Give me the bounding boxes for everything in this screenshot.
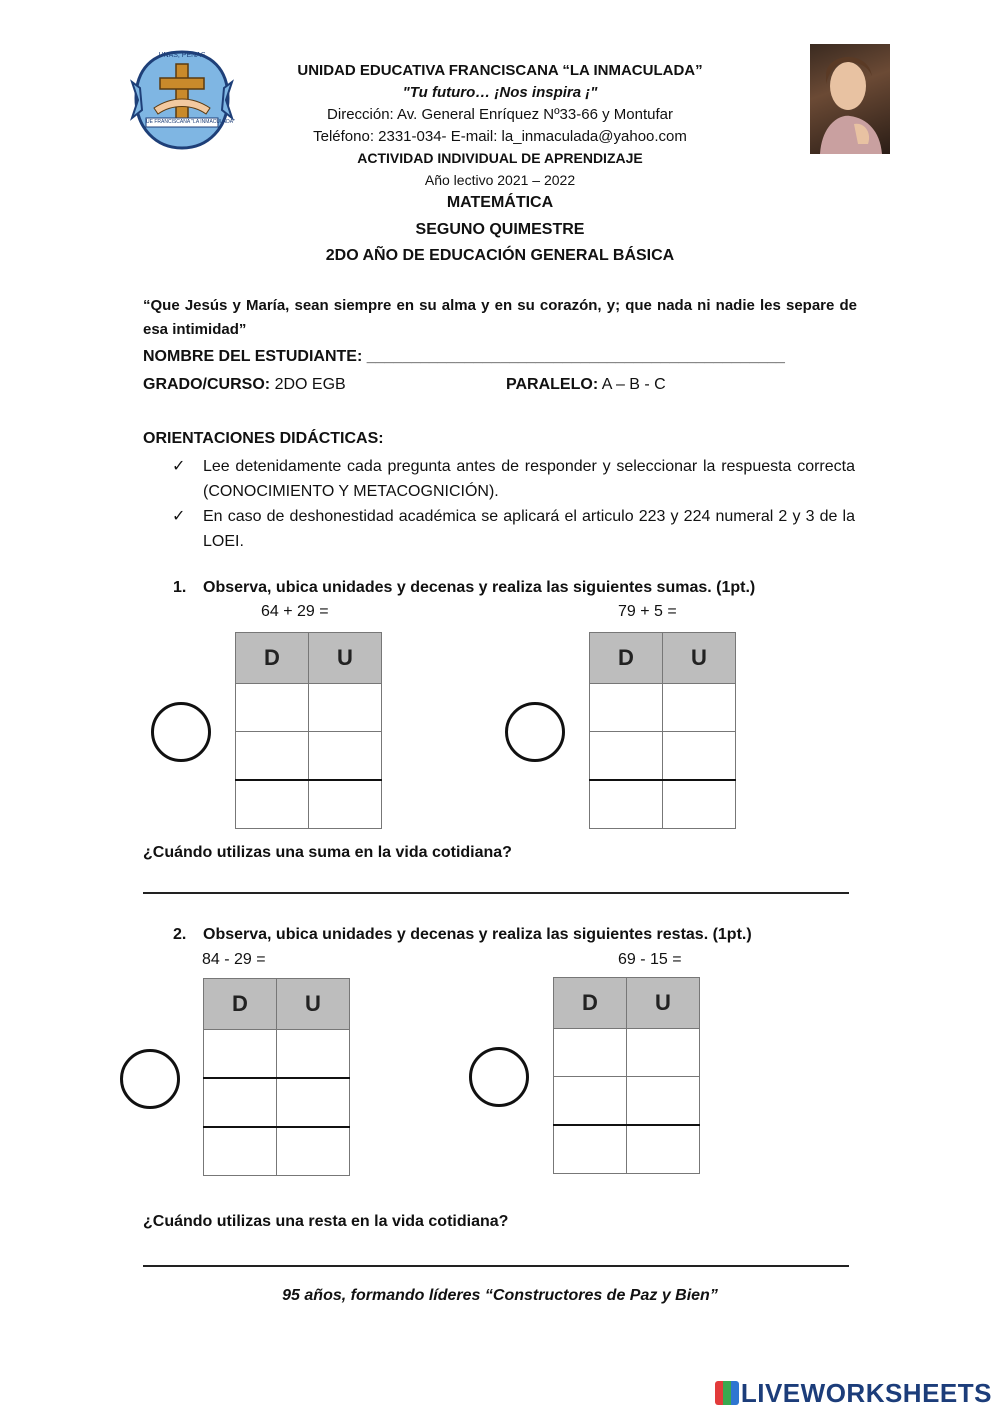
table-cell[interactable] [236, 684, 309, 732]
q1-operation-b: 79 + 5 = [618, 603, 677, 620]
units-header: U [309, 633, 382, 684]
table-cell[interactable] [590, 684, 663, 732]
table-cell[interactable] [236, 780, 309, 829]
school-contact: Teléfono: 2331-034- E-mail: la_inmaculada@yahoo.com [313, 128, 687, 145]
logo-band-text: UE FRANCISCANA "LA INMACULADA" [146, 119, 235, 125]
table-cell[interactable] [590, 780, 663, 829]
table-cell[interactable] [627, 1125, 700, 1174]
school-name: UNIDAD EDUCATIVA FRANCISCANA “LA INMACULADA” [297, 62, 703, 79]
table-cell[interactable] [627, 1077, 700, 1126]
q1-reflection-question: ¿Cuándo utilizas una suma en la vida cotidiana? [143, 844, 512, 861]
school-year: Año lectivo 2021 – 2022 [424, 172, 576, 188]
orientation-item [172, 504, 856, 554]
grade-row [143, 376, 346, 394]
brand-text: LIVEWORKSHEETS [740, 1378, 992, 1408]
table-cell[interactable] [554, 1029, 627, 1077]
units-header: U [627, 978, 700, 1029]
table-cell[interactable] [554, 1125, 627, 1174]
q2-operation-a: 84 - 29 = [202, 951, 266, 968]
table-cell[interactable] [277, 1030, 350, 1079]
logo-top-text: UNAS, PENAS [158, 52, 206, 59]
student-name-label: NOMBRE DEL ESTUDIANTE: [143, 348, 363, 365]
parallel-value: A – B - C [601, 376, 666, 393]
table-cell[interactable] [663, 732, 736, 781]
grade-label: GRADO/CURSO: [143, 376, 271, 393]
answer-line[interactable] [143, 892, 849, 894]
check-icon: ✓ [172, 508, 186, 525]
units-header: U [663, 633, 736, 684]
orientation-text: En caso de deshonestidad académica se aplicará el articulo 223 y 224 numeral 2 y 3 de la LOEI. [203, 508, 855, 550]
q2-reflection-question: ¿Cuándo utilizas una resta en la vida cotidiana? [143, 1213, 509, 1230]
place-value-table [589, 632, 736, 829]
tens-header: D [204, 979, 277, 1030]
orientation-item [172, 454, 856, 504]
parallel-row [506, 376, 666, 394]
result-circle[interactable] [151, 702, 211, 762]
grade-title: 2DO AÑO DE EDUCACIÓN GENERAL BÁSICA [325, 247, 675, 264]
table-cell[interactable] [277, 1078, 350, 1127]
table-cell[interactable] [627, 1029, 700, 1077]
table-cell[interactable] [309, 684, 382, 732]
grade-value: 2DO EGB [274, 376, 346, 393]
q2-instruction: Observa, ubica unidades y decenas y realiza las siguientes restas. (1pt.) [203, 926, 752, 943]
school-address: Dirección: Av. General Enríquez Nº33-66 y Montufar [327, 106, 673, 123]
table-cell[interactable] [663, 780, 736, 829]
tens-header: D [590, 633, 663, 684]
orientation-text: Lee detenidamente cada pregunta antes de responder y seleccionar la respuesta correcta (CONOCIMIENTO Y METACOGNICIÓN). [203, 458, 855, 500]
q1-operation-a: 64 + 29 = [261, 603, 329, 620]
table-cell[interactable] [236, 732, 309, 781]
table-cell[interactable] [204, 1078, 277, 1127]
answer-line[interactable] [143, 1265, 849, 1267]
liveworksheets-brand[interactable] [715, 1378, 992, 1409]
student-name-blank[interactable]: _______________________________________________ [366, 348, 785, 365]
table-cell[interactable] [277, 1127, 350, 1176]
q2-number: 2. [173, 926, 187, 943]
quote-text: “Que Jesús y María, sean siempre en su alma y en su corazón, y; que nada ni nadie les separe de esa intimidad” [143, 297, 857, 338]
tens-header: D [554, 978, 627, 1029]
parallel-label: PARALELO: [506, 376, 599, 393]
term-title: SEGUNO QUIMESTRE [415, 221, 585, 238]
units-header: U [277, 979, 350, 1030]
check-icon: ✓ [172, 458, 186, 475]
subject-title: MATEMÁTICA [446, 194, 554, 211]
table-cell[interactable] [554, 1077, 627, 1126]
footer-slogan: 95 años, formando líderes “Constructores de Paz y Bien” [282, 1287, 718, 1304]
student-name-row [143, 348, 785, 366]
table-cell[interactable] [204, 1127, 277, 1176]
q1-instruction: Observa, ubica unidades y decenas y realiza las siguientes sumas. (1pt.) [203, 579, 756, 596]
school-motto: "Tu futuro… ¡Nos inspira ¡" [402, 84, 598, 101]
table-cell[interactable] [590, 732, 663, 781]
q1-number: 1. [173, 579, 187, 596]
tens-header: D [236, 633, 309, 684]
q2-operation-b: 69 - 15 = [618, 951, 682, 968]
table-cell[interactable] [309, 780, 382, 829]
result-circle[interactable] [120, 1049, 180, 1109]
table-cell[interactable] [663, 684, 736, 732]
activity-title: ACTIVIDAD INDIVIDUAL DE APRENDIZAJE [357, 150, 643, 166]
place-value-table [553, 977, 700, 1174]
liveworksheets-logo-icon [715, 1381, 739, 1405]
place-value-table [235, 632, 382, 829]
orientations-title: ORIENTACIONES DIDÁCTICAS: [143, 430, 384, 447]
school-logo [132, 48, 235, 152]
place-value-table [203, 978, 350, 1176]
result-circle[interactable] [469, 1047, 529, 1107]
virgin-mary-portrait [810, 44, 890, 154]
table-cell[interactable] [309, 732, 382, 781]
table-cell[interactable] [204, 1030, 277, 1079]
result-circle[interactable] [505, 702, 565, 762]
